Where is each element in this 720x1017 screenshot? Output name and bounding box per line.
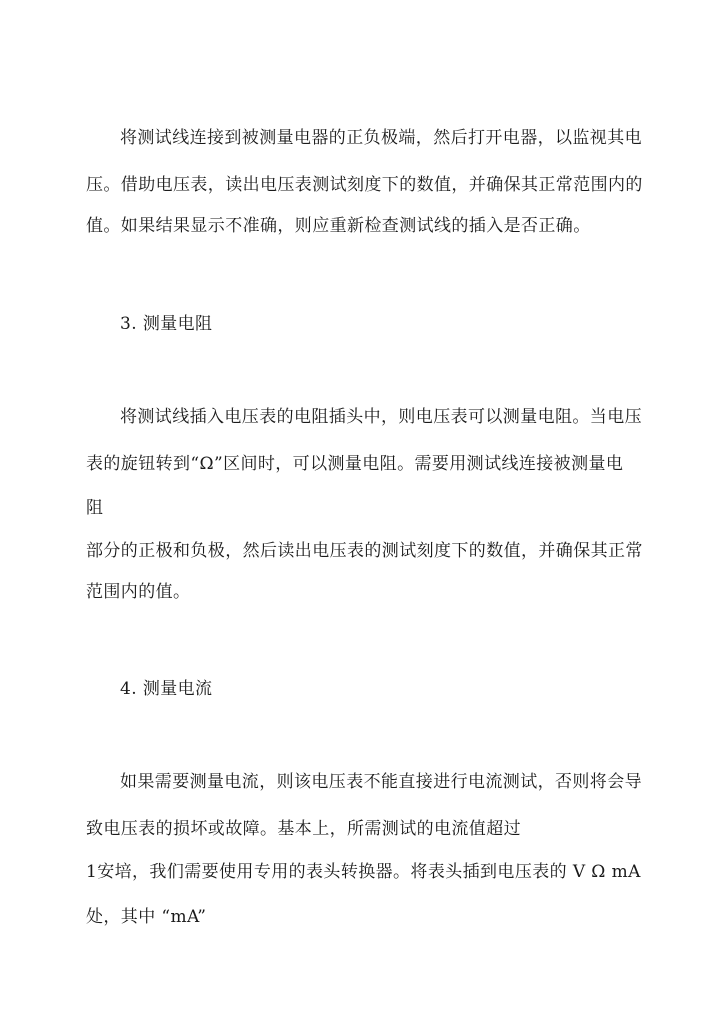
paragraph-line: 将测试线插入电压表的电阻插头中，则电压表可以测量电阻。当电压 xyxy=(120,407,642,427)
paragraph-line: 如果需要测量电流，则该电压表不能直接进行电流测试，否则将会导 xyxy=(120,772,642,792)
paragraph-line: 表的旋钮转到“Ω”区间时，可以测量电阻。需要用测试线连接被测量电 xyxy=(86,454,624,474)
paragraph-line: 部分的正极和负极，然后读出电压表的测试刻度下的数值，并确保其正常 xyxy=(86,541,643,561)
paragraph-line: 致电压表的损坏或故障。基本上，所需测试的电流值超过 xyxy=(86,819,521,839)
paragraph-line: 压。借助电压表，读出电压表测试刻度下的数值，并确保其正常范围内的 xyxy=(86,175,643,195)
paragraph-line: 阻 xyxy=(86,498,104,518)
paragraph-line: 值。如果结果显示不准确，则应重新检查测试线的插入是否正确。 xyxy=(86,216,591,236)
paragraph-line: 范围内的值。 xyxy=(86,582,191,602)
section-heading: 3. 测量电阻 xyxy=(120,314,213,334)
paragraph-line: 将测试线连接到被测量电器的正负极端，然后打开电器，以监视其电 xyxy=(120,128,642,148)
section-heading: 4. 测量电流 xyxy=(120,679,213,699)
paragraph-line: 1安培，我们需要使用专用的表头转换器。将表头插到电压表的 V Ω mA xyxy=(86,862,641,882)
paragraph-line: 处，其中 “mA” xyxy=(86,907,207,927)
